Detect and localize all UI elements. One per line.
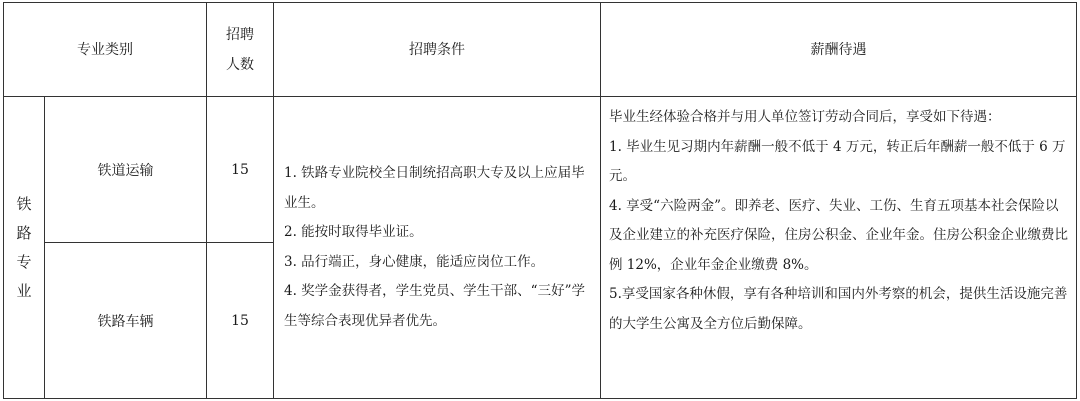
header-hire-count-line1: 招聘 — [226, 26, 254, 43]
compensation-item: 5.享受国家各种休假，享有各种培训和国内外考察的机会，提供生活设施完善的大学生公寓及全方位后勤保障。 — [609, 286, 1068, 332]
compensation-item: 4. 享受“六险两金”。即养老、医疗、失业、工伤、生育五项基本社会保险以及企业建立的补充医疗保险，住房公积金、企业年金。住房公积金企业缴费比例 12%，企业年金企业缴费 8%。 — [609, 197, 1068, 273]
hire-count: 15 — [207, 243, 274, 399]
header-row — [4, 3, 1077, 97]
compensation-item: 1. 毕业生见习期内年薪酬一般不低于 4 万元，转正后年酬薪一般不低于 6 万元。 — [609, 138, 1066, 184]
header-hire-count-line2: 人数 — [226, 56, 254, 73]
major-name: 铁道运输 — [45, 97, 207, 243]
group-char: 专 — [16, 252, 32, 271]
major-name: 铁路车辆 — [45, 243, 207, 399]
compensation-item: 毕业生经体验合格并与用人单位签订劳动合同后，享受如下待遇： — [609, 109, 1001, 125]
table-row — [4, 97, 1077, 243]
condition-item: 4. 奖学金获得者，学生党员、学生干部、“三好”学生等综合表现优异者优先。 — [284, 283, 585, 329]
group-char: 业 — [16, 281, 32, 300]
recruitment-table — [3, 2, 1077, 399]
header-conditions: 招聘条件 — [274, 3, 601, 97]
header-major-category: 专业类别 — [4, 3, 207, 97]
condition-item: 3. 品行端正，身心健康，能适应岗位工作。 — [284, 253, 545, 270]
header-hire-count — [207, 3, 274, 97]
conditions-cell — [274, 97, 601, 399]
condition-item: 2. 能按时取得毕业证。 — [284, 224, 423, 240]
compensation-cell — [601, 97, 1077, 399]
group-char: 铁 — [16, 194, 32, 213]
hire-count: 15 — [207, 97, 274, 243]
group-label-railway-major — [4, 97, 45, 399]
header-compensation: 薪酬待遇 — [601, 3, 1077, 97]
group-char: 路 — [16, 223, 32, 242]
condition-item: 1. 铁路专业院校全日制统招高职大专及以上应届毕业生。 — [284, 165, 585, 211]
